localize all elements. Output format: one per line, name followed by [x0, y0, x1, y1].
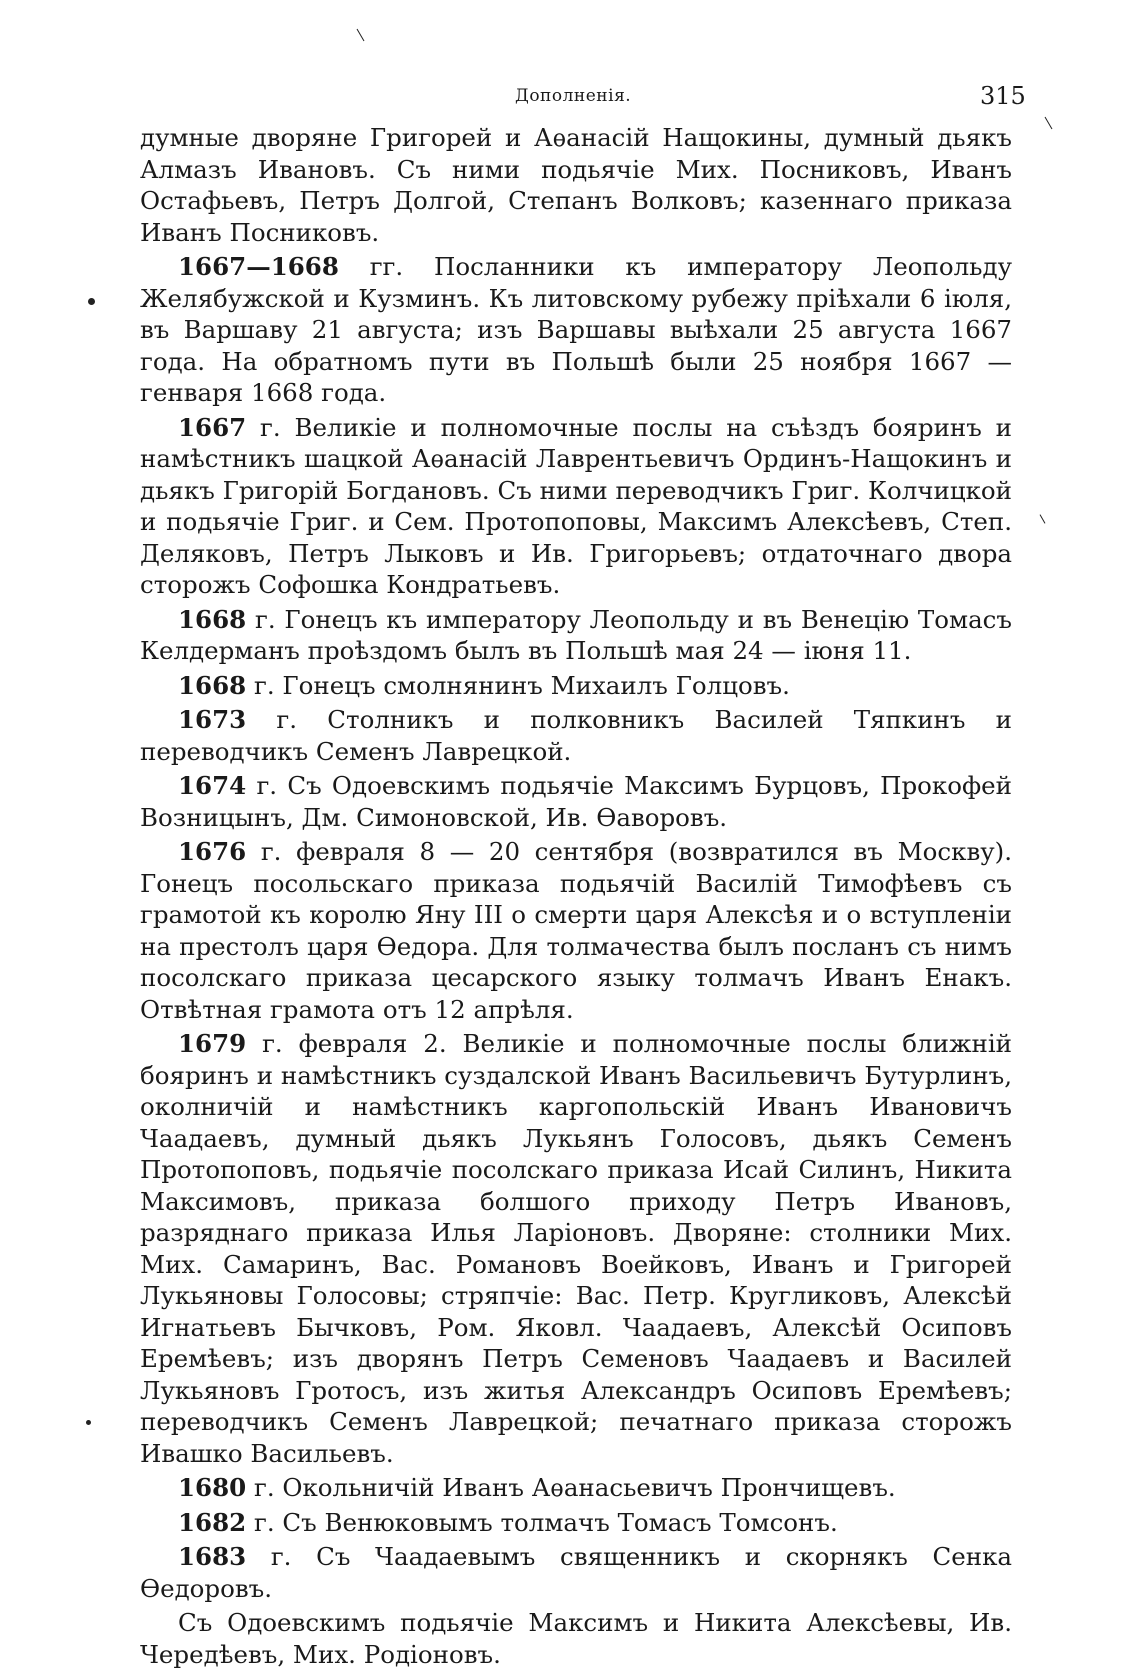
year-label: 1683 [178, 1542, 247, 1571]
paragraph-text: г. Съ Одоевскимъ подьячіе Максимъ Бурцовъ, Прокофей Возницынъ, Дм. Симоновской, Ив. Ѳаворовъ. [140, 771, 1012, 832]
paragraph [140, 412, 1012, 601]
paragraph-text: г. Съ Чаадаевымъ священникъ и скорнякъ Сенка Ѳедоровъ. [140, 1542, 1012, 1603]
paragraph-text: г. Столникъ и полковникъ Василей Тяпкинъ и переводчикъ Семенъ Лаврецкой. [140, 705, 1012, 766]
paragraph [140, 670, 1012, 702]
year-label: 1668 [178, 604, 247, 634]
paragraph [140, 122, 1012, 248]
paragraph [140, 1028, 1012, 1469]
paragraph-text: г. февраля 2. Великіе и полномочные послы ближній бояринъ и намѣстникъ суздалской Иванъ Васильевичъ Бутурлинъ, околничій и намѣстникъ каргопольскій Иванъ Ивановичъ Чаадаевъ, думный дьякъ Лукьянъ Голосовъ, дьякъ Семенъ Протопоповъ, подьячіе посолскаго приказа Исай Силинъ, Никита Максимовъ, приказа болшого приходу Петръ Ивановъ, разряднаго приказа Илья Ларіоновъ. Дворяне: столники Мих. Мих. Самаринъ, Вас. Романовъ Воейковъ, Иванъ и Григорей Лукьяновы Голосовы; стряпчіе: Вас. Петр. Кругликовъ, Алексѣй Игнатьевъ Бычковъ, Ром. Яковл. Чаадаевъ, Алексѣй Осиповъ Еремѣевъ; изъ дворянъ Петръ Семеновъ Чаадаевъ и Василей Лукьяновъ Гротосъ, изъ житья Александръ Осиповъ Еремѣевъ; переводчикъ Семенъ Лаврецкой; печатнаго приказа сторожъ Ивашко Васильевъ. [140, 1029, 1012, 1468]
paragraph [140, 1541, 1012, 1604]
running-title: Дополненія. [515, 86, 632, 106]
year-label: 1674 [178, 771, 247, 800]
paragraph [140, 1607, 1012, 1670]
body-text [140, 122, 1012, 1673]
scan-speck [357, 29, 365, 42]
paragraph [140, 604, 1012, 667]
year-label: 1682 [178, 1507, 247, 1537]
page-header [0, 82, 1140, 122]
year-label: 1673 [178, 705, 247, 734]
scan-speck [86, 1420, 91, 1425]
paragraph-text: г. Гонецъ къ императору Леопольду и въ Венецію Томасъ Келдерманъ проѣздомъ былъ въ Польшѣ мая 24 — іюня 11. [140, 604, 1012, 665]
paragraph-text: г. Съ Венюковымъ толмачъ Томасъ Томсонъ. [246, 1507, 838, 1537]
paragraph-text: г. Великіе и полномочные послы на съѣздъ бояринъ и намѣстникъ шацкой Аѳанасій Лаврентьевичъ Ординъ-Нащокинъ и дьякъ Григорій Богдановъ. Съ ними переводчикъ Григ. Колчицкой и подьячіе Григ. и Сем. Протопоповы, Максимъ Алексѣевъ, Степ. Деляковъ, Петръ Лыковъ и Ив. Григорьевъ; отдаточнаго двора сторожъ Софошка Кондратьевъ. [140, 412, 1012, 599]
year-label: 1668 [178, 670, 247, 700]
paragraph [140, 1507, 1012, 1539]
scan-speck [1040, 514, 1046, 523]
paragraph-text: г. Гонецъ смолнянинъ Михаилъ Голцовъ. [246, 670, 790, 700]
year-label: 1680 [178, 1473, 247, 1502]
paragraph-text: г. февраля 8 — 20 сентября (возвратился въ Москву). Гонецъ посольскаго приказа подьячій Василій Тимофѣевъ съ грамотой къ королю Яну III о смерти царя Алексѣя и о вступленіи на престолъ царя Ѳедора. Для толмачества былъ посланъ съ нимъ посолскаго приказа цесарского языку толмачъ Иванъ Енакъ. Отвѣтная грамота отъ 12 апрѣля. [140, 837, 1012, 1024]
year-label: 1679 [178, 1029, 247, 1058]
paragraph [140, 704, 1012, 767]
paragraph-text: Съ Одоевскимъ подьячіе Максимъ и Никита Алексѣевы, Ив. Чередѣевъ, Мих. Родіоновъ. [140, 1608, 1012, 1669]
page-number: 315 [980, 82, 1026, 110]
paragraph [140, 1472, 1012, 1504]
year-label: 1676 [178, 837, 247, 866]
year-label: 1667 [178, 412, 247, 442]
paragraph-text: гг. Посланники къ императору Леопольду Желябужской и Кузминъ. Къ литовскому рубежу пріѣхали 6 іюля, въ Варшаву 21 августа; изъ Варшавы выѣхали 25 августа 1667 года. На обратномъ пути въ Польшѣ были 25 ноября 1667 — генваря 1668 года. [140, 252, 1012, 407]
paragraph [140, 836, 1012, 1025]
paragraph [140, 770, 1012, 833]
year-label: 1667—1668 [178, 252, 339, 281]
paragraph-text: г. Окольничій Иванъ Аѳанасьевичъ Прончищевъ. [246, 1473, 896, 1502]
paragraph [140, 251, 1012, 409]
paragraph-text: думные дворяне Григорей и Аѳанасій Нащокины, думный дьякъ Алмазъ Ивановъ. Съ ними подьячіе Мих. Посниковъ, Иванъ Остафьевъ, Петръ Долгой, Степанъ Волковъ; казеннаго приказа Иванъ Посниковъ. [140, 123, 1012, 247]
scan-speck [88, 298, 95, 305]
